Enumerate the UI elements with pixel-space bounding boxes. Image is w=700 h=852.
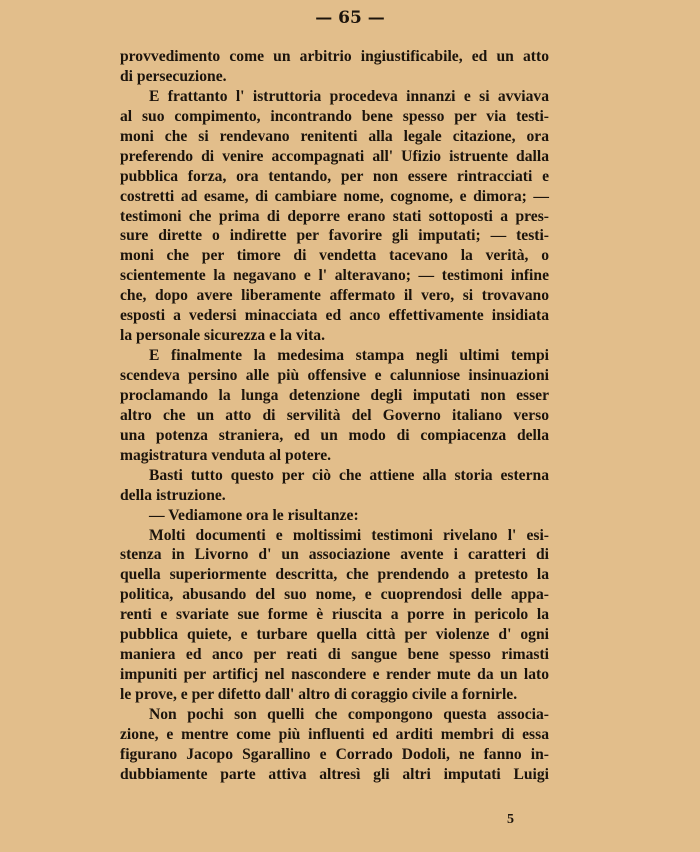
text-line: proclamando la lunga detenzione degli imputati non esser: [120, 386, 549, 404]
paragraph: [120, 47, 549, 87]
paragraph: [120, 705, 549, 785]
text-line: Molti documenti e moltissimi testimoni rivelano l' esi-: [149, 526, 549, 544]
text-line: dubbiamente parte attiva altresì gli altri imputati Luigi: [120, 765, 549, 783]
text-line: zione, e mentre come più influenti ed arditi membri di essa: [120, 725, 549, 743]
document-body: [120, 47, 549, 785]
text-line: Non pochi son quelli che compongono questa associa-: [149, 705, 549, 723]
paragraph: [120, 506, 549, 526]
text-line: pubblica quiete, e turbare quella città per violenze d' ogni: [120, 626, 549, 644]
text-line: E frattanto l' istruttoria procedeva innanzi e si avviava: [149, 87, 549, 105]
text-line: pubblica forza, ora tentando, per non essere rintracciati e: [120, 167, 549, 185]
text-line: al suo compimento, incontrando bene spesso per via testi-: [120, 107, 549, 125]
text-line: altro che un atto di servilità del Governo italiano verso: [120, 406, 549, 424]
text-line: E finalmente la medesima stampa negli ultimi tempi: [149, 347, 549, 365]
text-line: politica, abusando del suo nome, e cuoprendosi delle appa-: [120, 586, 549, 604]
text-line: maniera ed anco per reati di sangue bene spesso rimasti: [120, 646, 549, 664]
text-line: scendeva persino alle più offensive e calunniose insinuazioni: [120, 367, 549, 384]
text-line: che, dopo avere liberamente affermato il vero, si trovavano: [120, 287, 549, 305]
text-line: le prove, e per difetto dall' altro di coraggio civile a fornirle.: [120, 686, 518, 703]
text-line: moni che per timore di vendetta tacevano la verità, o: [120, 247, 549, 265]
text-line: figurano Jacopo Sgarallino e Corrado Dodoli, ne fanno in-: [120, 745, 549, 763]
text-line: costretti ad esame, di cambiare nome, cognome, e dimora; —: [120, 187, 549, 205]
text-line: esposti a vedersi minacciata ed anco effettivamente insidiata: [120, 307, 549, 325]
text-line: una potenza straniera, ed un modo di compiacenza della: [120, 426, 549, 444]
paragraph: [120, 87, 549, 346]
text-line: testimoni che prima di deporre erano stati sottoposti a pres-: [120, 207, 549, 225]
text-line: della istruzione.: [120, 486, 226, 504]
text-line: la personale sicurezza e la vita.: [120, 327, 325, 345]
text-line: di persecuzione.: [120, 67, 227, 85]
text-line: provvedimento come un arbitrio ingiustificabile, ed un atto: [120, 48, 549, 65]
paragraph: [120, 346, 549, 466]
signature-mark: 5: [507, 812, 514, 827]
text-line: stenza in Livorno d' un associazione avente i caratteri di: [120, 546, 549, 564]
text-line: Basti tutto questo per ciò che attiene alla storia esterna: [149, 466, 549, 484]
text-line: scientemente la negavano e l' alteravano; — testimoni infine: [120, 267, 549, 285]
text-line: quella superiormente descritta, che prendendo a pretesto la: [120, 566, 549, 584]
text-line: moni che si rendevano renitenti alla legale citazione, ora: [120, 127, 549, 145]
paragraph: [120, 526, 549, 705]
text-line: sure dirette o indirette per favorire gli imputati; — testi-: [120, 227, 549, 245]
text-line: renti e svariate sue forme è riuscita a porre in pericolo la: [120, 606, 549, 624]
text-line: — Vediamone ora le risultanze:: [149, 506, 359, 524]
page-number: — 65 —: [315, 8, 385, 28]
paragraph: [120, 466, 549, 506]
text-line: preferendo di venire accompagnati all' Ufizio istruente dalla: [120, 147, 549, 165]
text-line: magistratura venduta al potere.: [120, 446, 332, 464]
text-line: impuniti per artificj nel nascondere e render mute da un lato: [120, 666, 549, 684]
